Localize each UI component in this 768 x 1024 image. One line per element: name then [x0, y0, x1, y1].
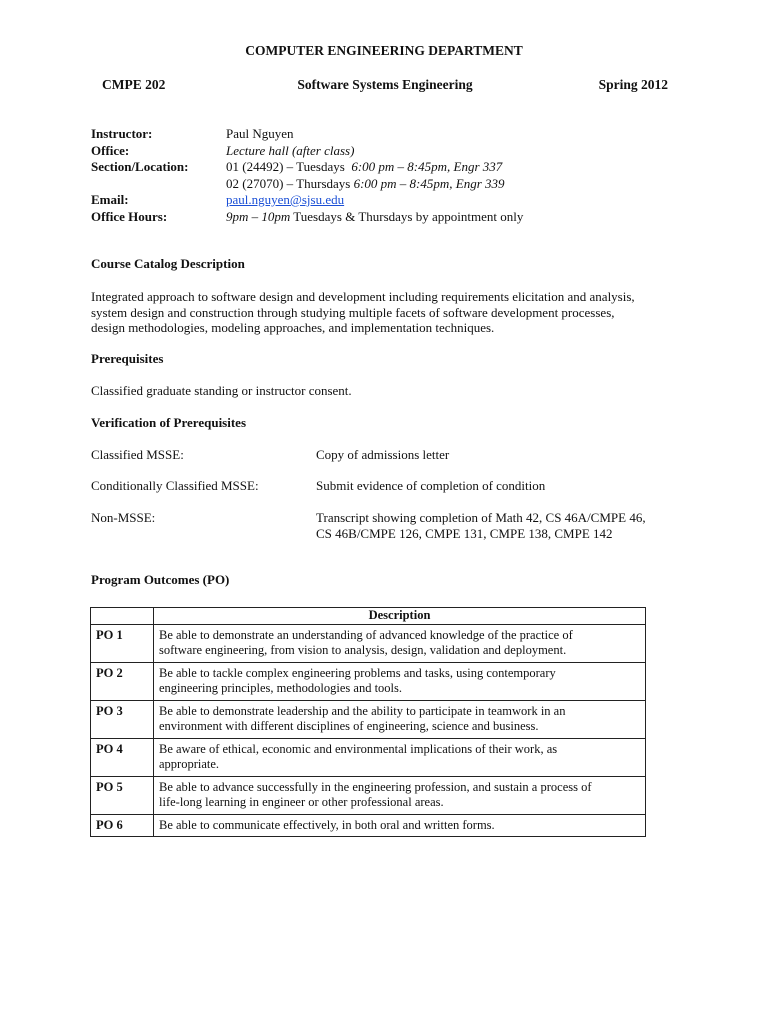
po-id: PO 6	[91, 814, 154, 837]
office-value: Lecture hall (after class)	[226, 142, 355, 158]
po-line: software engineering, from vision to analysis, design, validation and deployment.	[159, 643, 567, 657]
office-label: Office:	[91, 142, 130, 158]
po-id: PO 2	[91, 662, 154, 700]
po-line: Be able to communicate effectively, in both oral and written forms.	[159, 817, 495, 832]
po-line: Be able to advance successfully in the engineering profession, and sustain a process of	[159, 779, 592, 794]
catalog-line: Integrated approach to software design and development including requirements elicitation and analysis,	[91, 289, 635, 304]
verification-value	[316, 510, 686, 542]
catalog-description	[91, 289, 681, 336]
verification-label: Conditionally Classified MSSE:	[91, 478, 259, 493]
po-line: appropriate.	[159, 757, 220, 771]
office-hours	[226, 209, 523, 226]
po-id: PO 4	[91, 738, 154, 776]
table-row	[91, 662, 646, 700]
course-header-row	[102, 77, 668, 95]
po-line: Be able to demonstrate an understanding of advanced knowledge of the practice of	[159, 627, 573, 642]
verification-line: Submit evidence of completion of condition	[316, 478, 546, 493]
instructor-info	[91, 126, 691, 225]
verification-label: Classified MSSE:	[91, 447, 184, 462]
catalog-heading: Course Catalog Description	[91, 256, 245, 271]
prerequisites-text: Classified graduate standing or instructor consent.	[91, 383, 352, 398]
table-row	[91, 700, 646, 738]
po-description	[154, 776, 646, 814]
email-link[interactable]: paul.nguyen@sjsu.edu	[226, 192, 345, 207]
po-line: Be aware of ethical, economic and environmental implications of their work, as	[159, 741, 558, 756]
verification-line: Copy of admissions letter	[316, 447, 450, 462]
po-line: Be able to demonstrate leadership and the ability to participate in teamwork in an	[159, 703, 566, 718]
table-header-description: Description	[154, 608, 646, 625]
po-id: PO 3	[91, 700, 154, 738]
po-description	[154, 624, 646, 662]
instructor-label: Instructor:	[91, 126, 153, 141]
verification-label: Non-MSSE:	[91, 510, 156, 525]
verification-line: Transcript showing completion of Math 42, CS 46A/CMPE 46,	[316, 510, 646, 525]
section-2-prefix: 02 (27070) – Thursdays	[226, 175, 351, 191]
po-line: environment with different disciplines of engineering, science and business.	[159, 719, 539, 733]
office-hours-time: 9pm – 10pm	[226, 208, 291, 224]
table-row	[91, 624, 646, 662]
section-1-prefix: 01 (24492) – Tuesdays	[226, 159, 345, 174]
program-outcomes-table	[90, 607, 646, 837]
course-code: CMPE 202	[102, 77, 166, 92]
catalog-line: system design and construction through studying multiple facets of software development processes,	[91, 304, 615, 320]
po-line: engineering principles, methodologies and tools.	[159, 681, 403, 695]
po-description	[154, 814, 646, 837]
prerequisites-heading: Prerequisites	[91, 351, 164, 366]
po-line: life-long learning in engineer or other professional areas.	[159, 795, 444, 809]
verification-value	[316, 478, 686, 494]
section-label: Section/Location:	[91, 159, 189, 174]
instructor-name: Paul Nguyen	[226, 126, 294, 141]
section-2-time: 6:00 pm – 8:45pm, Engr 339	[353, 175, 505, 191]
program-outcomes-heading: Program Outcomes (PO)	[91, 572, 230, 587]
po-line: Be able to tackle complex engineering problems and tasks, using contemporary	[159, 665, 556, 680]
table-row	[91, 738, 646, 776]
table-header-row	[91, 608, 646, 625]
section-2	[226, 176, 505, 193]
table-row	[91, 776, 646, 814]
table-header-empty	[91, 608, 154, 625]
po-description	[154, 738, 646, 776]
email-label: Email:	[91, 192, 129, 207]
table-row	[91, 814, 646, 837]
verification-heading: Verification of Prerequisites	[91, 415, 247, 430]
po-id: PO 1	[91, 624, 154, 662]
verification-value	[316, 447, 686, 463]
po-id: PO 5	[91, 776, 154, 814]
catalog-line: design methodologies, modeling approaches, and implementation techniques.	[91, 320, 495, 335]
course-title: Software Systems Engineering	[297, 77, 473, 92]
po-description	[154, 700, 646, 738]
course-term: Spring 2012	[598, 77, 668, 92]
department-title: COMPUTER ENGINEERING DEPARTMENT	[245, 43, 523, 58]
section-1-time: 6:00 pm – 8:45pm, Engr 337	[351, 159, 503, 174]
section-1	[226, 159, 502, 176]
verification-line: CS 46B/CMPE 126, CMPE 131, CMPE 138, CMPE 142	[316, 526, 613, 541]
po-description	[154, 662, 646, 700]
office-hours-rest: Tuesdays & Thursdays by appointment only	[293, 208, 524, 224]
office-hours-label: Office Hours:	[91, 208, 168, 224]
